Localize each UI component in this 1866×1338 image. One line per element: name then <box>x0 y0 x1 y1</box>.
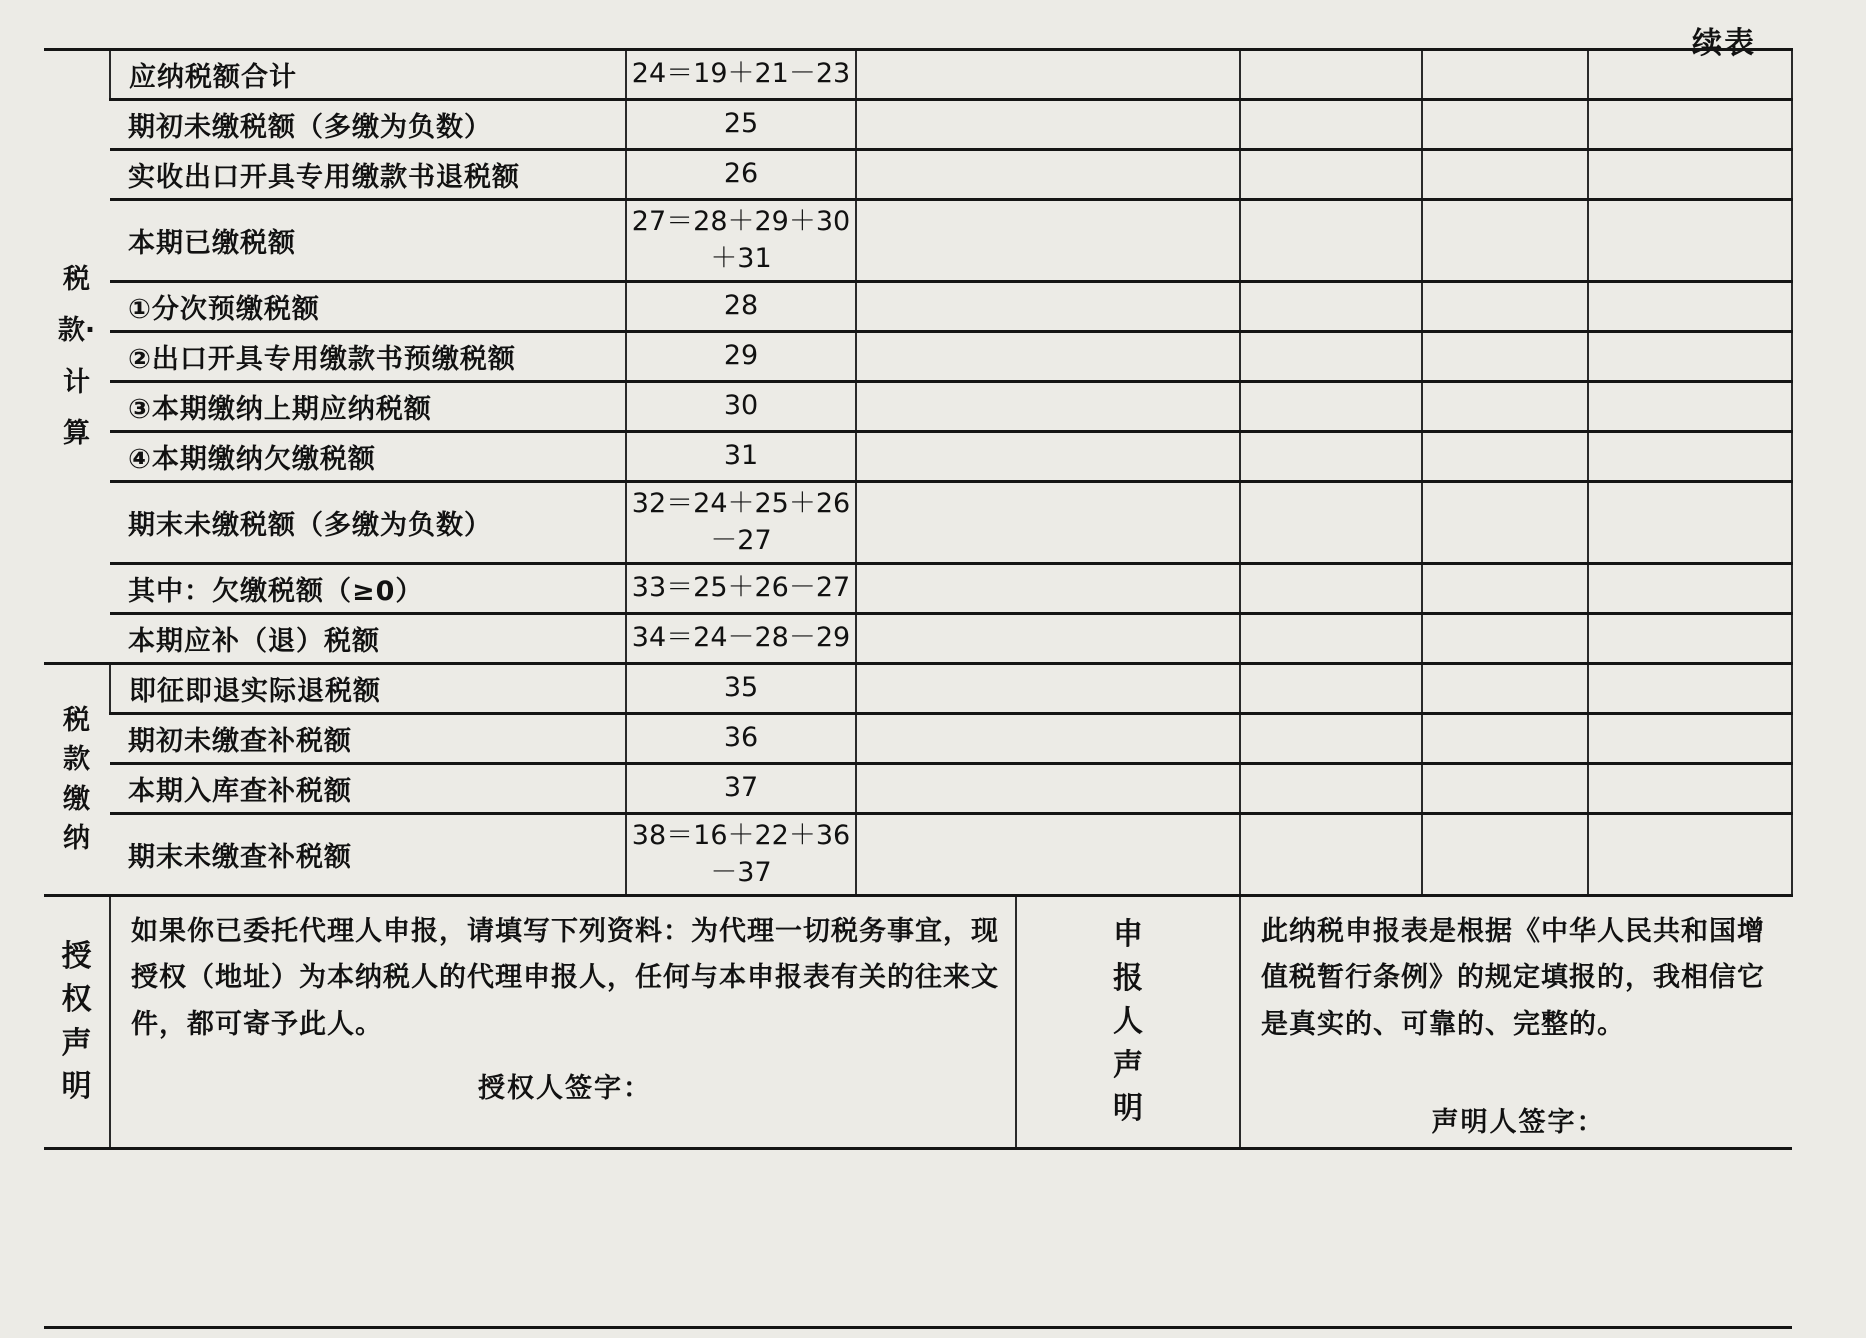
value-cell[interactable] <box>856 432 1240 482</box>
value-cell[interactable] <box>1240 482 1422 564</box>
value-cell[interactable] <box>1588 614 1792 664</box>
line-formula: 26 <box>723 158 759 190</box>
value-cell[interactable] <box>1588 382 1792 432</box>
table-row <box>44 100 1792 150</box>
value-cell[interactable] <box>1588 482 1792 564</box>
value-cell[interactable] <box>1588 50 1792 100</box>
section-filer-declaration <box>1016 896 1240 1149</box>
row-line-number <box>626 282 856 332</box>
row-label: 期末未缴查补税额 <box>110 814 626 896</box>
value-cell[interactable] <box>1588 332 1792 382</box>
row-line-number <box>626 50 856 100</box>
value-cell[interactable] <box>1588 714 1792 764</box>
table-row <box>44 814 1792 896</box>
row-label: 本期应补（退）税额 <box>110 614 626 664</box>
line-formula-continued: －27 <box>710 524 772 556</box>
value-cell[interactable] <box>1422 100 1588 150</box>
value-cell[interactable] <box>1588 564 1792 614</box>
value-cell[interactable] <box>1588 764 1792 814</box>
row-label: 期末未缴税额（多缴为负数） <box>110 482 626 564</box>
row-line-number <box>626 564 856 614</box>
authorizer-signature-label: 授权人签字： <box>478 1073 652 1105</box>
section-tax-calc: 税款·计算 <box>44 50 110 664</box>
section-authorization <box>44 896 110 1149</box>
value-cell[interactable] <box>1422 614 1588 664</box>
table-row <box>44 200 1792 282</box>
value-cell[interactable] <box>1422 482 1588 564</box>
row-label: 期初未缴税额（多缴为负数） <box>110 100 626 150</box>
row-label: ④本期缴纳欠缴税额 <box>110 432 626 482</box>
table-row <box>44 150 1792 200</box>
line-formula-continued: －37 <box>710 856 772 888</box>
value-cell[interactable] <box>1588 200 1792 282</box>
table-row <box>44 564 1792 614</box>
row-line-number <box>626 664 856 714</box>
value-cell[interactable] <box>1422 200 1588 282</box>
line-formula: 28 <box>723 290 759 322</box>
row-label: 实收出口开具专用缴款书退税额 <box>110 150 626 200</box>
value-cell[interactable] <box>856 482 1240 564</box>
value-cell[interactable] <box>856 614 1240 664</box>
row-label: 本期已缴税额 <box>110 200 626 282</box>
value-cell[interactable] <box>1588 100 1792 150</box>
value-cell[interactable] <box>856 382 1240 432</box>
table-row <box>44 614 1792 664</box>
value-cell[interactable] <box>1422 50 1588 100</box>
row-label: 应纳税额合计 <box>110 50 626 100</box>
row-label: ②出口开具专用缴款书预缴税额 <box>110 332 626 382</box>
declarant-signature-label: 声明人签字： <box>1431 1107 1606 1139</box>
row-line-number <box>626 100 856 150</box>
value-cell[interactable] <box>1422 664 1588 714</box>
row-label: ③本期缴纳上期应纳税额 <box>110 382 626 432</box>
row-line-number <box>626 332 856 382</box>
line-formula: 35 <box>723 672 759 704</box>
value-cell[interactable] <box>1422 814 1588 896</box>
line-formula-continued: ＋31 <box>710 242 772 274</box>
value-cell[interactable] <box>1240 382 1422 432</box>
row-label: 即征即退实际退税额 <box>110 664 626 714</box>
row-label: 期初未缴查补税额 <box>110 714 626 764</box>
row-line-number <box>626 432 856 482</box>
table-row <box>44 482 1792 564</box>
line-formula: 36 <box>723 722 759 754</box>
value-cell[interactable] <box>1588 150 1792 200</box>
value-cell[interactable] <box>1240 564 1422 614</box>
value-cell[interactable] <box>1588 282 1792 332</box>
table-row <box>44 332 1792 382</box>
line-formula: 32＝24＋25＋26 <box>631 488 851 520</box>
row-label: 其中：欠缴税额（≥0） <box>110 564 626 614</box>
line-formula: 34＝24－28－29 <box>631 622 851 654</box>
value-cell[interactable] <box>1422 564 1588 614</box>
value-cell[interactable] <box>1240 814 1422 896</box>
value-cell[interactable] <box>1240 200 1422 282</box>
section-authorization-label: 授权声明 <box>61 938 92 1105</box>
continued-label: 续表 <box>1692 26 1756 61</box>
authorization-text: 如果你已委托代理人申报，请填写下列资料：为代理一切税务事宜，现授权（地址）为本纳税人的代理申报人，任何与本申报表有关的往来文件，都可寄予此人。 <box>131 916 999 1040</box>
table-row <box>44 282 1792 332</box>
row-label: ①分次预缴税额 <box>110 282 626 332</box>
value-cell[interactable] <box>856 564 1240 614</box>
value-cell[interactable] <box>1240 150 1422 200</box>
row-line-number <box>626 200 856 282</box>
value-cell[interactable] <box>856 100 1240 150</box>
filer-declaration-statement <box>1240 896 1792 1149</box>
row-line-number <box>626 814 856 896</box>
value-cell[interactable] <box>856 664 1240 714</box>
table-row <box>44 714 1792 764</box>
value-cell[interactable] <box>1240 100 1422 150</box>
value-cell[interactable] <box>856 814 1240 896</box>
line-formula: 33＝25＋26－27 <box>631 572 851 604</box>
line-formula: 38＝16＋22＋36 <box>631 820 851 852</box>
row-line-number <box>626 714 856 764</box>
value-cell[interactable] <box>1588 814 1792 896</box>
value-cell[interactable] <box>1422 714 1588 764</box>
row-label: 本期入库查补税额 <box>110 764 626 814</box>
value-cell[interactable] <box>1588 664 1792 714</box>
bottom-rule <box>44 1326 1792 1329</box>
value-cell[interactable] <box>856 282 1240 332</box>
value-cell[interactable] <box>856 714 1240 764</box>
value-cell[interactable] <box>1588 432 1792 482</box>
value-cell[interactable] <box>1422 382 1588 432</box>
value-cell[interactable] <box>1240 432 1422 482</box>
value-cell[interactable] <box>856 764 1240 814</box>
row-line-number <box>626 382 856 432</box>
row-line-number <box>626 764 856 814</box>
value-cell[interactable] <box>856 150 1240 200</box>
row-line-number <box>626 150 856 200</box>
value-cell[interactable] <box>1240 664 1422 714</box>
line-formula: 30 <box>723 390 759 422</box>
line-formula: 25 <box>723 108 759 140</box>
section-filer-label: 申报人声明 <box>1113 917 1144 1127</box>
declaration-row <box>44 896 1792 1149</box>
vat-return-table <box>44 48 1792 1150</box>
value-cell[interactable] <box>1422 764 1588 814</box>
table-row <box>44 664 1792 714</box>
line-formula: 31 <box>723 440 759 472</box>
value-cell[interactable] <box>856 200 1240 282</box>
value-cell[interactable] <box>1422 432 1588 482</box>
table-row <box>44 382 1792 432</box>
table-row <box>44 432 1792 482</box>
value-cell[interactable] <box>856 50 1240 100</box>
table-row <box>44 50 1792 100</box>
value-cell[interactable] <box>1240 332 1422 382</box>
line-formula: 37 <box>723 772 759 804</box>
value-cell[interactable] <box>856 332 1240 382</box>
value-cell[interactable] <box>1240 614 1422 664</box>
value-cell[interactable] <box>1240 764 1422 814</box>
section-tax-payment: 税款缴纳 <box>44 664 110 896</box>
authorization-statement <box>110 896 1016 1149</box>
row-line-number <box>626 482 856 564</box>
declaration-text: 此纳税申报表是根据《中华人民共和国增值税暂行条例》的规定填报的，我相信它是真实的、可靠的、完整的。 <box>1261 916 1766 1040</box>
row-line-number <box>626 614 856 664</box>
value-cell[interactable] <box>1240 282 1422 332</box>
line-formula: 29 <box>723 340 759 372</box>
table-row <box>44 764 1792 814</box>
value-cell[interactable] <box>1422 332 1588 382</box>
value-cell[interactable] <box>1240 50 1422 100</box>
value-cell[interactable] <box>1240 714 1422 764</box>
value-cell[interactable] <box>1422 282 1588 332</box>
line-formula: 24＝19＋21－23 <box>631 58 851 90</box>
line-formula: 27＝28＋29＋30 <box>631 206 851 238</box>
value-cell[interactable] <box>1422 150 1588 200</box>
